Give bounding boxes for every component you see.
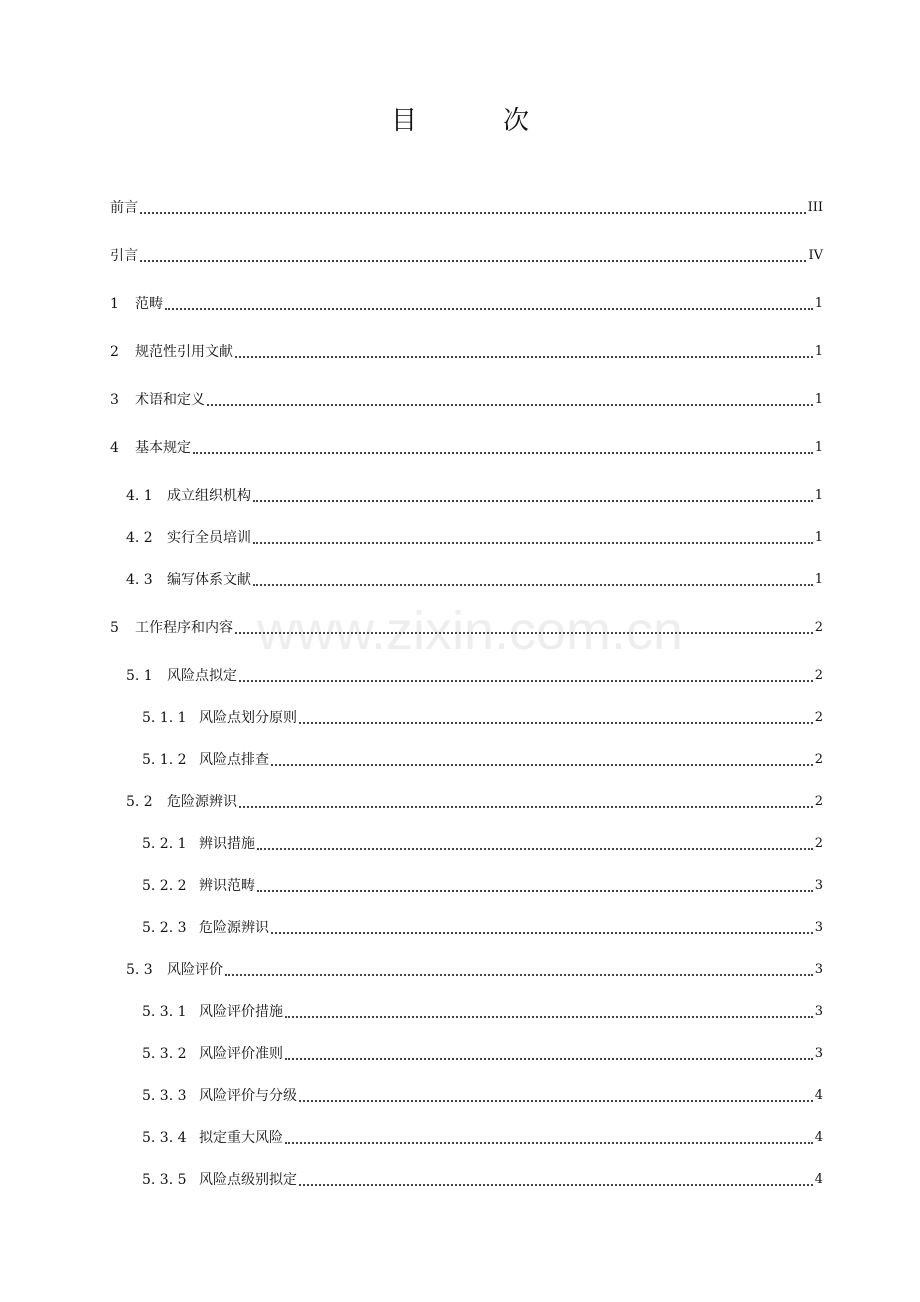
toc-entry-number: 1 [110, 296, 119, 312]
dot-leader [257, 848, 813, 850]
toc-entry[interactable] [126, 664, 823, 686]
toc-entry-page: 1 [814, 344, 823, 359]
toc-entry-label: 辨识措施 [199, 836, 255, 852]
toc-entry[interactable] [142, 1042, 823, 1064]
dot-leader [285, 1016, 813, 1018]
toc-entry-label: 危险源辨识 [167, 794, 237, 810]
toc-entry-number: 5. 2. 1 [142, 836, 187, 852]
toc-entry-page: 1 [814, 296, 823, 311]
dot-leader [207, 404, 813, 406]
toc-entry-number: 5. 3. 1 [142, 1004, 187, 1020]
toc-entry-label: 风险点排查 [199, 752, 269, 768]
toc-entry-label: 风险评价 [167, 962, 223, 978]
toc-entry-page: 1 [814, 392, 823, 407]
toc-entry-label: 风险点级别拟定 [199, 1172, 297, 1188]
toc-entry-page: 4 [814, 1130, 823, 1145]
toc-entry-label: 规范性引用文献 [135, 344, 233, 360]
toc-entry-page: 2 [814, 620, 823, 635]
toc-entry[interactable] [142, 916, 823, 938]
toc-entry-number: 5. 2. 3 [142, 920, 187, 936]
toc-entry[interactable] [110, 292, 823, 314]
toc-entry[interactable] [142, 706, 823, 728]
toc-entry-page: IV [808, 248, 823, 263]
toc-entry-label: 实行全员培训 [167, 530, 251, 546]
toc-entry-page: 4 [814, 1088, 823, 1103]
toc-entry-number: 5. 3. 5 [142, 1172, 187, 1188]
dot-leader [253, 500, 813, 502]
toc-entry[interactable] [142, 1126, 823, 1148]
toc-entry[interactable] [126, 568, 823, 590]
toc-entry[interactable] [126, 958, 823, 980]
toc-entry-page: 3 [814, 1046, 823, 1061]
dot-leader [193, 452, 813, 454]
toc-entry-number: 4. 2 [126, 530, 153, 546]
dot-leader [225, 974, 813, 976]
dot-leader [285, 1058, 813, 1060]
watermark: www.zixin.com.cn [256, 601, 684, 661]
toc-entry[interactable] [126, 526, 823, 548]
toc-entry-number: 5. 1 [126, 668, 153, 684]
toc-entry[interactable] [142, 1000, 823, 1022]
toc-entry-label: 风险点拟定 [167, 668, 237, 684]
toc-entry[interactable] [142, 874, 823, 896]
toc-entry-page: 3 [814, 1004, 823, 1019]
toc-entry-number: 3 [110, 392, 119, 408]
toc-entry-page: 1 [814, 488, 823, 503]
toc-entry-page: 1 [814, 440, 823, 455]
toc-entry-label: 辨识范畴 [199, 878, 255, 894]
toc-entry-label: 基本规定 [135, 440, 191, 456]
toc-entry[interactable] [110, 436, 823, 458]
toc-entry-label: 编写体系文献 [167, 572, 251, 588]
toc-entry-number: 5. 1. 2 [142, 752, 187, 768]
toc-entry-page: 1 [814, 572, 823, 587]
toc-entry[interactable] [142, 1168, 823, 1190]
page-title: 目 次 [390, 106, 559, 136]
toc-entry-page: 2 [814, 752, 823, 767]
toc-entry-page: 2 [814, 668, 823, 683]
toc-entry-label: 风险评价措施 [199, 1004, 283, 1020]
toc-entry[interactable] [110, 616, 823, 638]
toc-entry-number: 5. 3 [126, 962, 153, 978]
toc-entry-page: 3 [814, 962, 823, 977]
toc-entry-label: 风险评价与分级 [199, 1088, 297, 1104]
toc-entry-page: 4 [814, 1172, 823, 1187]
dot-leader [253, 542, 813, 544]
toc-entry-label: 引言 [110, 248, 138, 264]
toc-entry-number: 5. 3. 4 [142, 1130, 187, 1146]
toc-entry[interactable] [142, 748, 823, 770]
toc-entry-number: 4 [110, 440, 119, 456]
dot-leader [140, 212, 806, 214]
dot-leader [235, 632, 813, 634]
dot-leader [165, 308, 813, 310]
dot-leader [140, 260, 806, 262]
toc-entry[interactable] [110, 388, 823, 410]
toc-entry[interactable] [126, 484, 823, 506]
toc-entry-label: 危险源辨识 [199, 920, 269, 936]
toc-entry-number: 4. 3 [126, 572, 153, 588]
toc-entry-page: 3 [814, 878, 823, 893]
toc-entry[interactable] [110, 244, 823, 266]
toc-entry-page: 3 [814, 920, 823, 935]
dot-leader [299, 722, 813, 724]
toc-entry-number: 5. 3. 2 [142, 1046, 187, 1062]
toc-entry[interactable] [126, 790, 823, 812]
dot-leader [271, 764, 813, 766]
toc-entry-page: 2 [814, 836, 823, 851]
toc-entry-page: 2 [814, 710, 823, 725]
dot-leader [257, 890, 813, 892]
toc-entry-number: 5 [110, 620, 119, 636]
toc-entry-label: 前言 [110, 200, 138, 216]
dot-leader [239, 806, 813, 808]
toc-entry-page: III [807, 200, 823, 215]
toc-entry-label: 工作程序和内容 [135, 620, 233, 636]
toc-entry-label: 风险点划分原则 [199, 710, 297, 726]
toc-entry-number: 5. 3. 3 [142, 1088, 187, 1104]
toc-entry-label: 风险评价准则 [199, 1046, 283, 1062]
toc-entry-number: 2 [110, 344, 119, 360]
toc-entry-label: 范畴 [135, 296, 163, 312]
toc-entry-number: 4. 1 [126, 488, 153, 504]
dot-leader [299, 1184, 813, 1186]
toc-entry-label: 拟定重大风险 [199, 1130, 283, 1146]
dot-leader [285, 1142, 813, 1144]
dot-leader [239, 680, 813, 682]
dot-leader [299, 1100, 813, 1102]
toc-entry-number: 5. 2. 2 [142, 878, 187, 894]
dot-leader [235, 356, 813, 358]
toc-entry-number: 5. 1. 1 [142, 710, 187, 726]
toc-entry-label: 术语和定义 [135, 392, 205, 408]
toc-entry-page: 1 [814, 530, 823, 545]
dot-leader [253, 584, 813, 586]
toc-entry-label: 成立组织机构 [167, 488, 251, 504]
toc-entry[interactable] [110, 196, 823, 218]
toc-entry-page: 2 [814, 794, 823, 809]
dot-leader [271, 932, 813, 934]
toc-entry[interactable] [110, 340, 823, 362]
toc-entry[interactable] [142, 832, 823, 854]
toc-entry[interactable] [142, 1084, 823, 1106]
toc-entry-number: 5. 2 [126, 794, 153, 810]
